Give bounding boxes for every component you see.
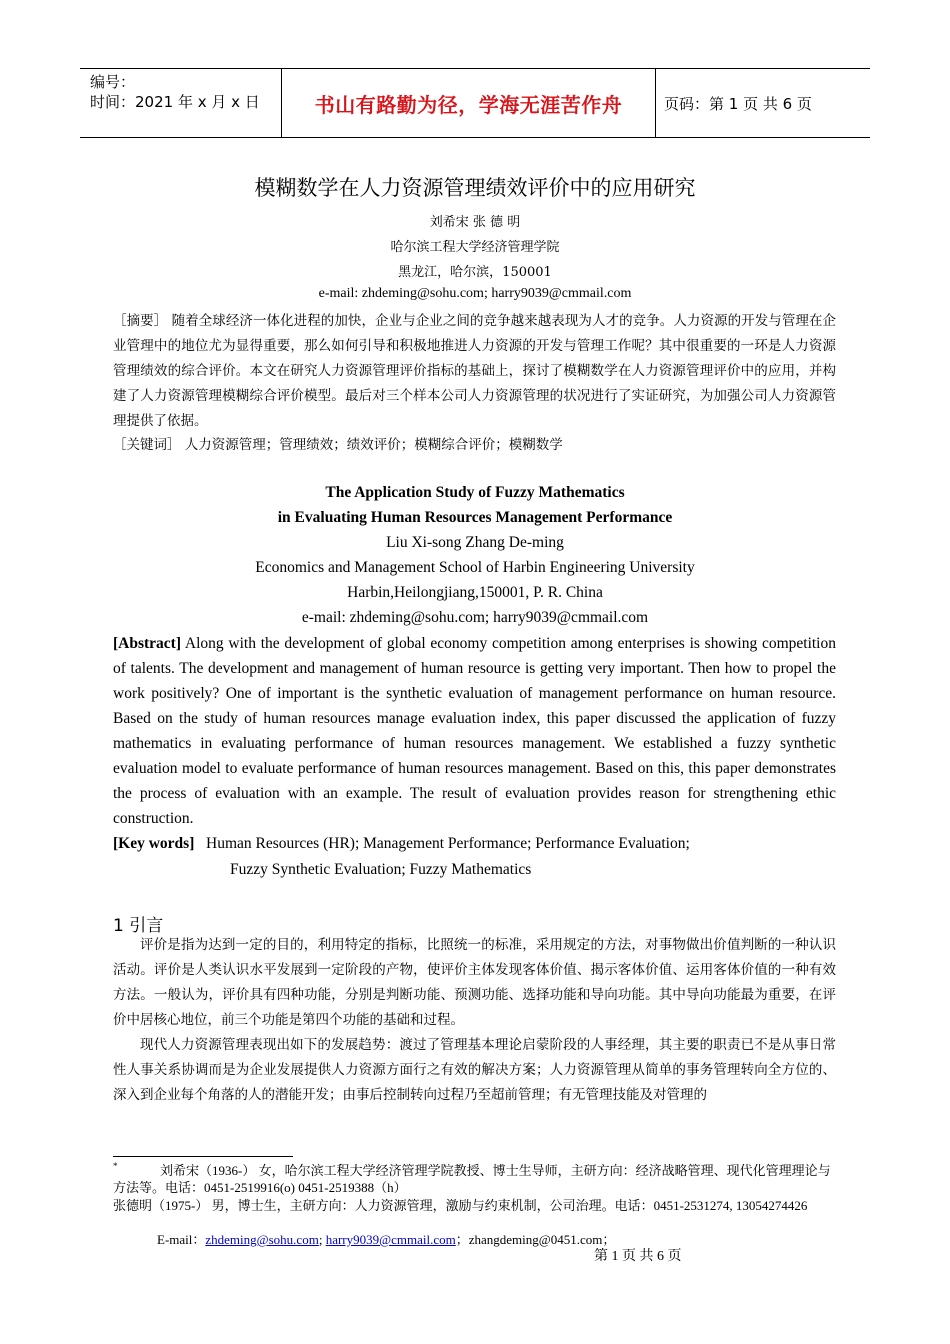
cn-keywords-label: ［关键词］ [113,437,181,453]
en-address: Harbin,Heilongjiang,150001, P. R. China [347,584,603,601]
doc-number-label: 编号： [90,73,136,91]
section-paragraph-1: 评价是指为达到一定的目的，利用特定的指标，比照统一的标准，采用规定的方法，对事物做出价值判断的一种认识活动。评价是人类认识水平发展到一定阶段的产物，使评价主体发现客体价值、揭示客体价值、运用客体价值的一种有效方法。一般认为，评价具有四种功能，分别是判断功能、预测功能、选择功能和导向功能。其中导向功能最为重要，在评价中居核心地位，前三个功能是第四个功能的基础和过程。 [113,937,836,1028]
footnote-line-1: 刘希宋（1936-） 女，哈尔滨工程大学经济管理学院教授、博士生导师，主研方向：经济战略管理、现代化管理理论与方法等。电话：0451-2519916(o) 0451-2519388（h） [113,1163,831,1195]
en-keywords-line2: Fuzzy Synthetic Evaluation; Fuzzy Mathematics [230,861,532,878]
page-info: 页码：第 1 页 共 6 页 [664,94,812,113]
section-heading: 1 引言 [113,916,164,936]
en-keywords-label: [Key words] [113,835,195,852]
email-separator-2: ； [455,1232,469,1247]
motto-text: 书山有路勤为径，学海无涯苦作舟 [314,92,623,117]
cn-email: e-mail: zhdeming@sohu.com; harry9039@cmmail.com [318,286,632,301]
email-3-user: zhangdeming@ [468,1232,551,1247]
en-email: e-mail: zhdeming@sohu.com; harry9039@cmmail.com [301,609,649,626]
cn-keywords [113,433,836,458]
en-title-line1: The Application Study of Fuzzy Mathematics [325,484,625,501]
email-link-2[interactable]: harry9039@cmmail.com [325,1232,456,1247]
en-keywords-line1: Human Resources (HR); Management Performance; Performance Evaluation; [206,835,690,852]
header-page-cell [656,69,870,137]
doc-time-label: 时间：2021 年 x 月 x 日 [90,93,260,111]
cn-authors: 刘希宋 张 德 明 [429,215,521,230]
section-paragraph-2: 现代人力资源管理表现出如下的发展趋势：渡过了管理基本理论启蒙阶段的人事经理，其主要的职责已不是从事日常性人事关系协调而是为企业发展提供人力资源方面行之有效的解决方案；人力资源管理从简单的事务管理转向全方位的、深入到企业每个角落的人的潜能开发；由事后控制转向过程乃至超前管理；有无管理技能及对管理的 [113,1037,836,1103]
header-motto-cell [281,69,656,137]
en-abstract-text: Along with the development of global economy competition among enterprises is showing competition of talents. The development and management of human resource is getting very important. Then how to propel the work positively? One of important is the synthetic evaluation of management performance on human resource. Based on the study of human resources manage evaluation index, this paper discussed the application of fuzzy mathematics in evaluating performance of human resources management. We established a fuzzy synthetic evaluation model to evaluate performance of human resources management. Based on this, this paper demonstrates the process of evaluation with an example. The result of evaluation provides reason for strengthening ethic construction. [113,635,836,827]
cn-abstract [113,309,836,434]
email-separator: ; [318,1232,326,1247]
page-footer: 第 1 页 共 6 页 [594,1249,682,1264]
footnote-rule [113,1156,293,1157]
footnote-email-label: E-mail： [157,1232,206,1247]
en-authors: Liu Xi-song Zhang De-ming [386,534,564,551]
en-abstract-label: [Abstract] [113,635,182,652]
en-affiliation: Economics and Management School of Harbin Engineering University [255,559,695,576]
cn-affiliation: 哈尔滨工程大学经济管理学院 [390,240,560,255]
email-link-1[interactable]: zhdeming@sohu.com [205,1232,319,1247]
footnote-line-2: 张德明（1975-） 男，博士生，主研方向：人力资源管理，激励与约束机制，公司治理。电话：0451-2531274, 13054274426 [113,1198,808,1213]
cn-title: 模糊数学在人力资源管理绩效评价中的应用研究 [254,176,696,200]
header-meta [80,69,280,137]
page-header [80,68,870,138]
en-abstract [113,631,836,831]
footnote-emails [157,1231,837,1248]
footnote-marker: * [113,1161,118,1171]
email-3-domain: 0451.com； [550,1232,616,1247]
en-keywords [113,831,836,856]
en-title-line2: in Evaluating Human Resources Management Performance [277,509,673,526]
cn-abstract-text: 随着全球经济一体化进程的加快，企业与企业之间的竞争越来越表现为人才的竞争。人力资源的开发与管理在企业管理中的地位尤为显得重要，那么如何引导和积极地推进人力资源的开发与管理工作呢？其中很重要的一环是人力资源管理绩效的综合评价。本文在研究人力资源管理评价指标的基础上，探讨了模糊数学在人力资源管理评价中的应用，并构建了人力资源管理模糊综合评价模型。最后对三个样本公司人力资源管理的状况进行了实证研究，为加强公司人力资源管理提供了依据。 [113,313,837,429]
cn-abstract-label: ［摘要］ [113,313,168,329]
cn-keywords-text: 人力资源管理；管理绩效；绩效评价；模糊综合评价；模糊数学 [184,437,563,453]
cn-address: 黑龙江，哈尔滨，150001 [398,265,552,280]
